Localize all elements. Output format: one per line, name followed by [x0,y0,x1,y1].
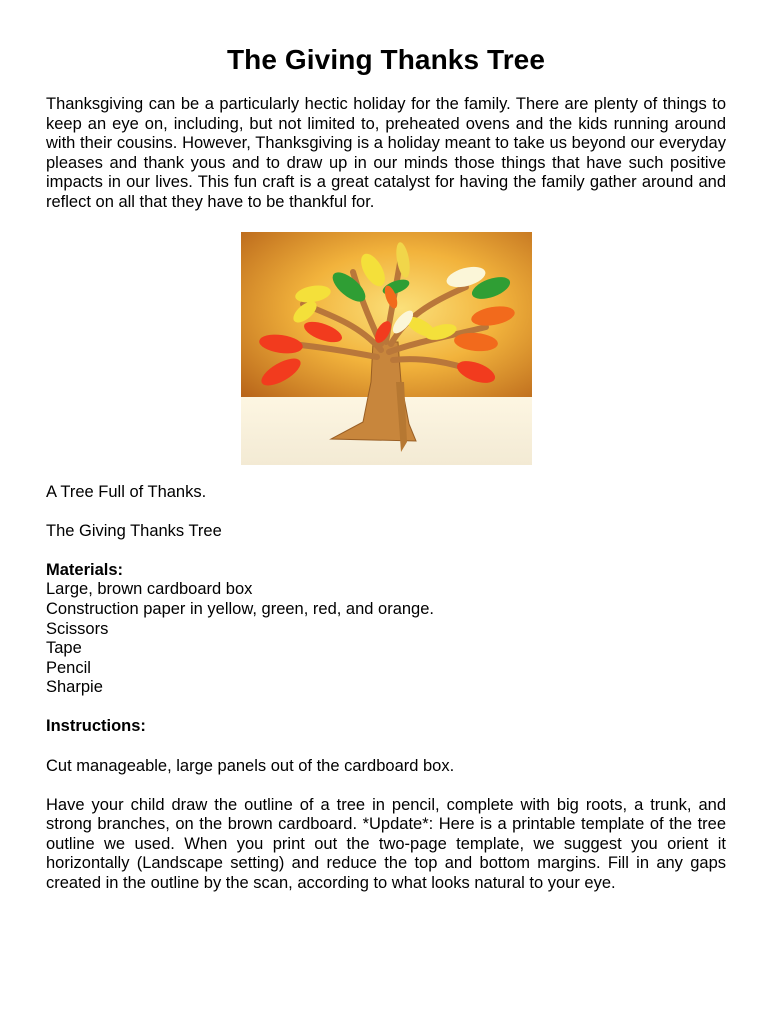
instruction-step-1: Cut manageable, large panels out of the cardboard box. [46,756,455,775]
instructions-heading: Instructions: [46,717,146,736]
photo-caption: A Tree Full of Thanks. [46,482,207,501]
tree-photo [241,232,532,465]
list-item: Sharpie [46,678,103,697]
list-item: Large, brown cardboard box [46,580,253,599]
document-page [46,40,726,894]
giving-tree-illustration [241,232,532,465]
instruction-step-2: Have your child draw the outline of a tree in pencil, complete with big roots, a trunk, and strong branches, on the brown cardboard. *Update*: Here is a printable template of the tree outline we used. When you print out the two-page template, we suggest you orient it horizontally (Landscape setting) and reduce the top and bottom margins. Fill in any gaps created in the outline by the scan, according to what looks natural to your eye. [46,795,726,892]
list-item: Pencil [46,658,91,677]
list-item: Tape [46,639,82,658]
materials-heading: Materials: [46,560,124,579]
section-subtitle: The Giving Thanks Tree [46,521,222,540]
list-item: Scissors [46,619,109,638]
document-title: The Giving Thanks Tree [226,44,546,75]
materials-list [46,580,726,698]
list-item: Construction paper in yellow, green, red, and orange. [46,599,434,618]
intro-paragraph: Thanksgiving can be a particularly hectic holiday for the family. There are plenty of things to keep an eye on, including, but not limited to, preheated ovens and the kids running around with their cousins. However, Thanksgiving is a holiday meant to take us beyond our everyday pleases and thank yous and to draw up in our minds those things that have such positive impacts in our lives. This fun craft is a great catalyst for having the family gather around and reflect on all that they have to be thankful for. [46,95,726,211]
